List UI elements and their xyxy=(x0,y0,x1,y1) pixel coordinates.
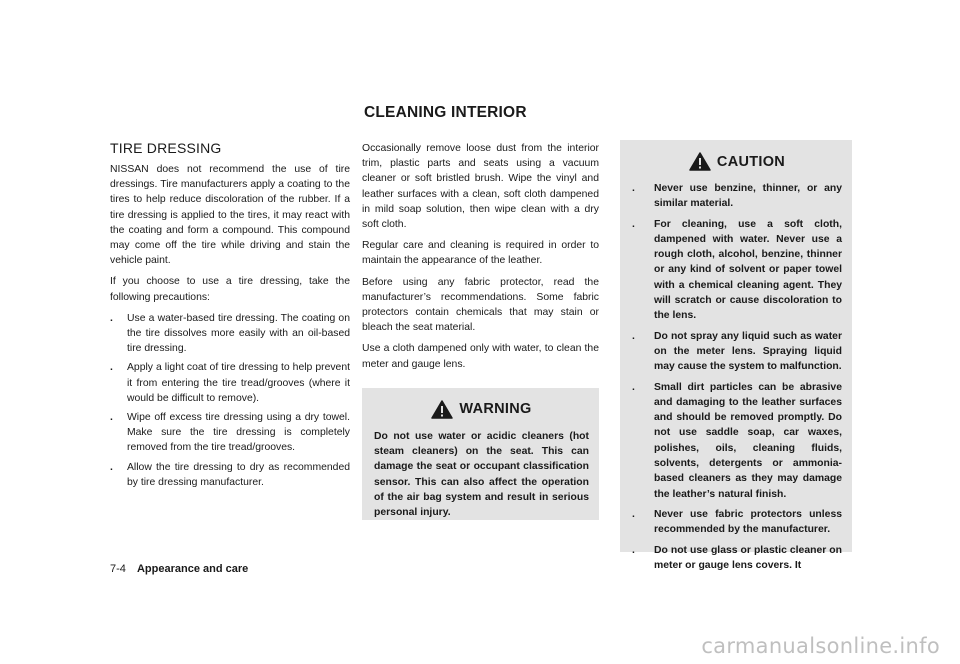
bullet-marker: . xyxy=(632,183,635,194)
interior-paragraph: Before using any fabric protector, read the manufacturer’s recommendations. Some fabric protectors contain chemicals that may stain or bleach the seat material. xyxy=(362,276,599,334)
list-item-text: For cleaning, use a soft cloth, dampened with water. Never use a rough cloth, alcohol, benzine, thinner or any kind of solvent or paper towel with a chemical cleaning agent. They will scratch or cause discoloration to the lens. xyxy=(654,218,842,322)
tire-dressing-column xyxy=(110,140,350,494)
bullet-marker: . xyxy=(632,544,635,556)
list-item-text: Do not spray any liquid such as water on the meter lens. Spraying liquid may cause the system to malfunction. xyxy=(654,330,842,373)
warning-text: Do not use water or acidic cleaners (hot steam cleaners) on the seat. This can damage the seat or occupant classification sensor. This can also affect the operation of the air bag system and result in serious personal injury. xyxy=(374,430,589,519)
warning-triangle-icon xyxy=(431,400,453,419)
bullet-marker: . xyxy=(110,362,113,374)
tire-dressing-heading: TIRE DRESSING xyxy=(110,140,222,156)
bullet-marker: . xyxy=(110,461,113,473)
caution-list xyxy=(632,181,842,573)
watermark: carmanualsonline.info xyxy=(701,634,940,658)
caution-triangle-icon xyxy=(689,152,711,171)
list-item-text: Wipe off excess tire dressing using a dry towel. Make sure the tire dressing is completely removed from the tire tread/grooves. xyxy=(127,412,350,454)
list-item-text: Do not use glass or plastic cleaner on meter or gauge lens covers. It xyxy=(654,544,842,571)
page-footer xyxy=(110,563,248,575)
bullet-marker: . xyxy=(632,508,635,520)
list-item-text: Allow the tire dressing to dry as recommended by tire dressing manufacturer. xyxy=(127,461,350,488)
list-item xyxy=(632,507,842,538)
list-item-text: Small dirt particles can be abrasive and damaging to the leather surfaces and should be removed promptly. Do not use saddle soap, car waxes, polishes, oils, cleaning fluids, solvents, detergents or ammonia-based cleaners as they may damage the leather’s natural finish. xyxy=(654,381,842,500)
list-item xyxy=(110,360,350,406)
list-item-text: Never use benzine, thinner, or any similar material. xyxy=(654,183,842,210)
section-heading: CLEANING INTERIOR xyxy=(364,104,527,121)
interior-paragraph: Regular care and cleaning is required in order to maintain the appearance of the leather. xyxy=(362,240,599,267)
tire-dressing-paragraph: NISSAN does not recommend the use of tire dressings. Tire manufacturers apply a coating to the tires to help reduce discoloration of the rubber. If a tire dressing is applied to the tires, it may react with the coating and form a compound. This compound may come off the tire while driving and stain the vehicle paint. xyxy=(110,164,350,267)
bullet-marker: . xyxy=(110,312,113,324)
list-item xyxy=(632,380,842,502)
interior-paragraph: Use a cloth dampened only with water, to clean the meter and gauge lens. xyxy=(362,343,599,370)
list-item xyxy=(110,311,350,357)
interior-paragraph: Occasionally remove loose dust from the interior trim, plastic parts and seats using a vacuum cleaner or soft bristled brush. Wipe the vinyl and leather surfaces with a clean, soft cloth dampened in mild soap solution, then wipe clean with a dry soft cloth. xyxy=(362,143,599,231)
list-item xyxy=(632,181,842,212)
list-item-text: Use a water-based tire dressing. The coating on the tire dissolves more easily with an oil-based tire dressing. xyxy=(127,312,350,355)
warning-label: WARNING xyxy=(459,401,532,418)
caution-box xyxy=(620,140,852,571)
page-number: 7-4 xyxy=(110,563,126,575)
caution-title xyxy=(632,152,842,171)
warning-box xyxy=(362,388,599,520)
footer-section-title: Appearance and care xyxy=(136,563,249,575)
list-item-text: Apply a light coat of tire dressing to help prevent it from entering the tire tread/grooves (where it would be difficult to remove). xyxy=(127,362,350,404)
caution-label: CAUTION xyxy=(716,153,786,170)
bullet-marker: . xyxy=(632,381,635,393)
list-item xyxy=(632,329,842,375)
tire-dressing-precautions-list xyxy=(110,311,350,490)
caution-column xyxy=(620,140,852,571)
warning-title xyxy=(374,400,589,419)
bullet-marker: . xyxy=(110,412,113,424)
list-item xyxy=(632,543,842,574)
list-item-text: Never use fabric protectors unless recommended by the manufacturer. xyxy=(654,508,842,536)
bullet-marker: . xyxy=(632,330,635,342)
bullet-marker: . xyxy=(632,218,635,230)
cleaning-interior-column xyxy=(362,141,599,520)
list-item xyxy=(110,410,350,456)
list-item xyxy=(110,460,350,490)
tire-dressing-precautions-intro: If you choose to use a tire dressing, take the following precautions: xyxy=(110,276,350,303)
list-item xyxy=(632,217,842,324)
